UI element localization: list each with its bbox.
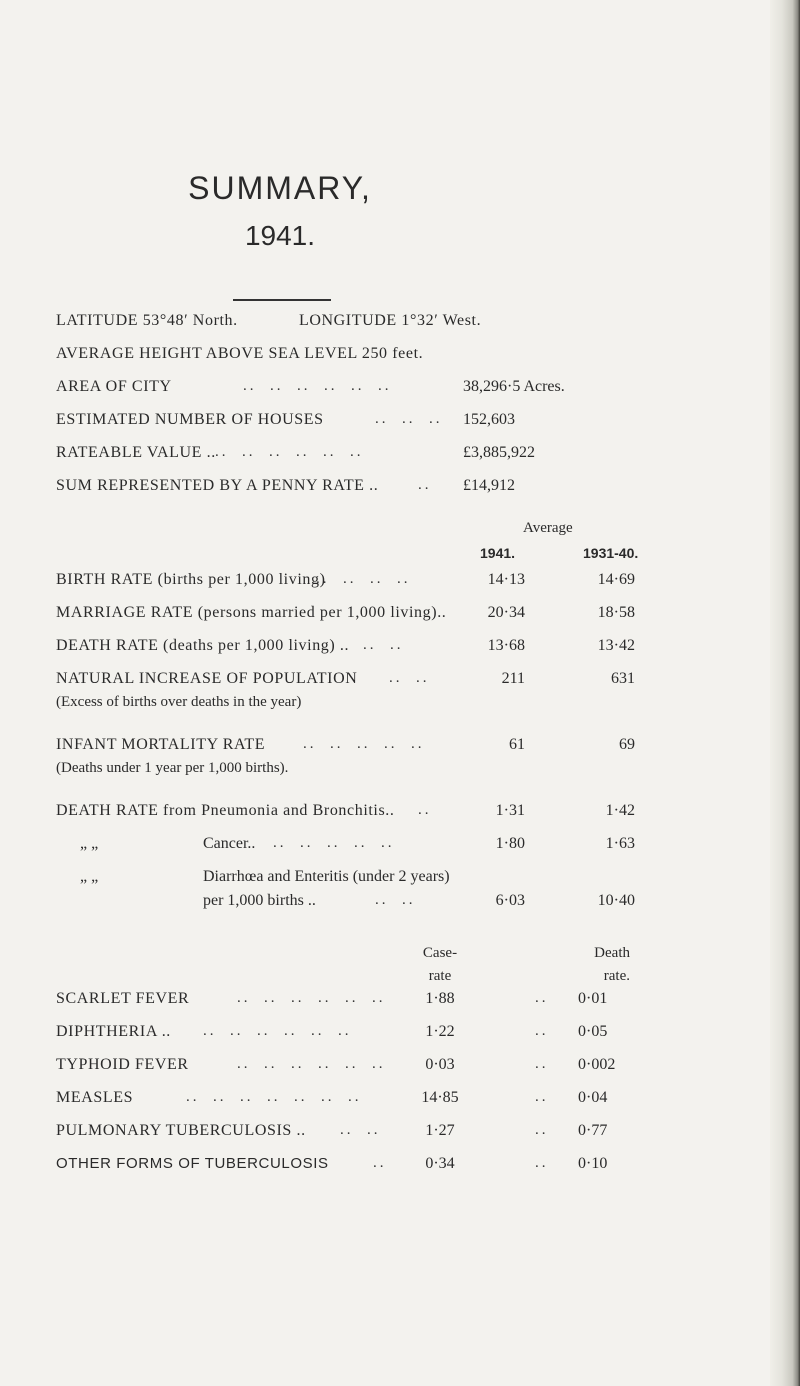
stat-value-area: 38,296·5 Acres. <box>463 378 565 395</box>
death-rate-header-2: rate. <box>603 968 630 984</box>
leader-dots: .. .. <box>363 637 404 653</box>
leader-dots: .. .. .. .. .. .. <box>243 378 392 394</box>
rate-avg-pneumonia: 1·42 <box>605 802 635 819</box>
rate-avg-marriage: 18·58 <box>597 604 635 621</box>
leader-dots: .. .. <box>340 1122 381 1138</box>
disease-name: TYPHOID FEVER <box>56 1056 189 1073</box>
disease-case-rate: 1·88 <box>425 990 455 1007</box>
rate-avg-birth: 14·69 <box>597 571 635 588</box>
leader-dots: .. .. .. .. .. .. <box>203 1023 352 1039</box>
page-year: 1941. <box>244 220 316 251</box>
disease-case-rate: 14·85 <box>421 1089 459 1106</box>
col-1931-40-header: 1931-40. <box>583 545 639 561</box>
leader-dots: .. <box>535 990 549 1006</box>
rate-1941-death: 13·68 <box>487 637 525 654</box>
disease-name: OTHER FORMS OF TUBERCULOSIS <box>56 1155 329 1172</box>
leader-dots: .. <box>418 477 432 493</box>
leader-dots: .. <box>535 1122 549 1138</box>
location-line <box>56 312 481 330</box>
longitude: LONGITUDE 1°32′ West. <box>298 312 482 329</box>
rate-label-infant: INFANT MORTALITY RATE <box>56 736 266 753</box>
case-rate-header-2: rate <box>428 968 452 984</box>
stat-label-penny: SUM REPRESENTED BY A PENNY RATE .. <box>56 477 379 494</box>
disease-death-rate: 0·77 <box>578 1122 608 1139</box>
leader-dots: .. <box>535 1056 549 1072</box>
page-title: SUMMARY, <box>188 170 372 206</box>
disease-case-rate: 1·22 <box>425 1023 455 1040</box>
rate-avg-natural-increase: 631 <box>611 670 635 687</box>
death-rate-header: Death <box>594 945 630 961</box>
rate-label-marriage: MARRIAGE RATE (persons married per 1,000 living).. <box>56 604 447 621</box>
leader-dots: .. .. <box>375 892 416 908</box>
rate-label-natural-increase: NATURAL INCREASE OF POPULATION <box>56 670 358 687</box>
rate-avg-death: 13·42 <box>597 637 635 654</box>
rate-label-birth: BIRTH RATE (births per 1,000 living) <box>56 571 326 588</box>
rate-label-pneumonia: DEATH RATE from Pneumonia and Bronchitis.. <box>56 802 395 819</box>
case-rate-header: Case- <box>422 945 458 961</box>
rate-1941-cancer: 1·80 <box>495 835 525 852</box>
disease-case-rate: 0·03 <box>425 1056 455 1073</box>
disease-case-rate: 0·34 <box>425 1155 455 1172</box>
stat-value-rateable: £3,885,922 <box>463 444 535 461</box>
leader-dots: .. <box>535 1023 549 1039</box>
disease-death-rate: 0·04 <box>578 1089 608 1106</box>
page-edge-shadow <box>770 0 800 1386</box>
leader-dots: .. .. .. .. .. .. .. <box>186 1089 362 1105</box>
disease-name: PULMONARY TUBERCULOSIS .. <box>56 1122 306 1139</box>
rate-1941-birth: 14·13 <box>487 571 525 588</box>
stat-label-area: AREA OF CITY <box>56 378 172 395</box>
rate-sub-diarrhoea: per 1,000 births .. <box>203 892 316 909</box>
rate-avg-infant: 69 <box>619 736 635 753</box>
disease-death-rate: 0·01 <box>578 990 608 1007</box>
leader-dots: .. <box>535 1155 549 1171</box>
rate-label-diarrhoea: Diarrhœa and Enteritis (under 2 years) <box>203 868 450 885</box>
disease-case-rate: 1·27 <box>425 1122 455 1139</box>
disease-death-rate: 0·002 <box>578 1056 616 1073</box>
leader-dots: .. .. .. .. .. .. <box>237 990 386 1006</box>
disease-name: DIPHTHERIA .. <box>56 1023 171 1040</box>
rate-label-cancer: Cancer.. <box>203 835 256 852</box>
rate-avg-diarrhoea: 10·40 <box>597 892 635 909</box>
ditto-marks: „ „ <box>80 835 99 852</box>
rate-avg-cancer: 1·63 <box>605 835 635 852</box>
leader-dots: .. .. .. .. .. <box>303 736 425 752</box>
rate-1941-diarrhoea: 6·03 <box>495 892 525 909</box>
rate-1941-marriage: 20·34 <box>487 604 525 621</box>
rate-sub-infant: (Deaths under 1 year per 1,000 births). <box>56 760 289 776</box>
leader-dots: .. <box>418 802 432 818</box>
leader-dots: .. .. .. <box>375 411 443 427</box>
leader-dots: .. .. .. .. .. .. <box>215 444 364 460</box>
disease-death-rate: 0·10 <box>578 1155 608 1172</box>
rate-sub-natural-increase: (Excess of births over deaths in the year) <box>56 694 302 710</box>
ditto-marks: „ „ <box>80 868 99 885</box>
rate-1941-infant: 61 <box>509 736 525 753</box>
col-1941-header: 1941. <box>480 545 516 561</box>
rate-label-death: DEATH RATE (deaths per 1,000 living) .. <box>56 637 350 654</box>
stat-value-houses: 152,603 <box>463 411 515 428</box>
average-header: Average <box>523 520 573 536</box>
stat-label-rateable: RATEABLE VALUE .. <box>56 444 216 461</box>
disease-death-rate: 0·05 <box>578 1023 608 1040</box>
leader-dots: .. .. .. .. .. <box>273 835 395 851</box>
rate-1941-natural-increase: 211 <box>501 670 525 687</box>
leader-dots: .. .. .. .. .. .. <box>237 1056 386 1072</box>
leader-dots: .. <box>373 1155 387 1171</box>
latitude: LATITUDE 53°48′ North. <box>56 312 238 329</box>
disease-name: MEASLES <box>56 1089 134 1106</box>
stat-value-penny: £14,912 <box>463 477 515 494</box>
stat-label-houses: ESTIMATED NUMBER OF HOUSES <box>56 411 324 428</box>
leader-dots: .. .. <box>389 670 430 686</box>
disease-name: SCARLET FEVER <box>56 990 190 1007</box>
leader-dots: .. <box>535 1089 549 1105</box>
height-line: AVERAGE HEIGHT ABOVE SEA LEVEL 250 feet. <box>56 345 424 362</box>
leader-dots: .. .. .. .. <box>316 571 411 587</box>
rate-1941-pneumonia: 1·31 <box>495 802 525 819</box>
title-rule <box>233 299 331 301</box>
